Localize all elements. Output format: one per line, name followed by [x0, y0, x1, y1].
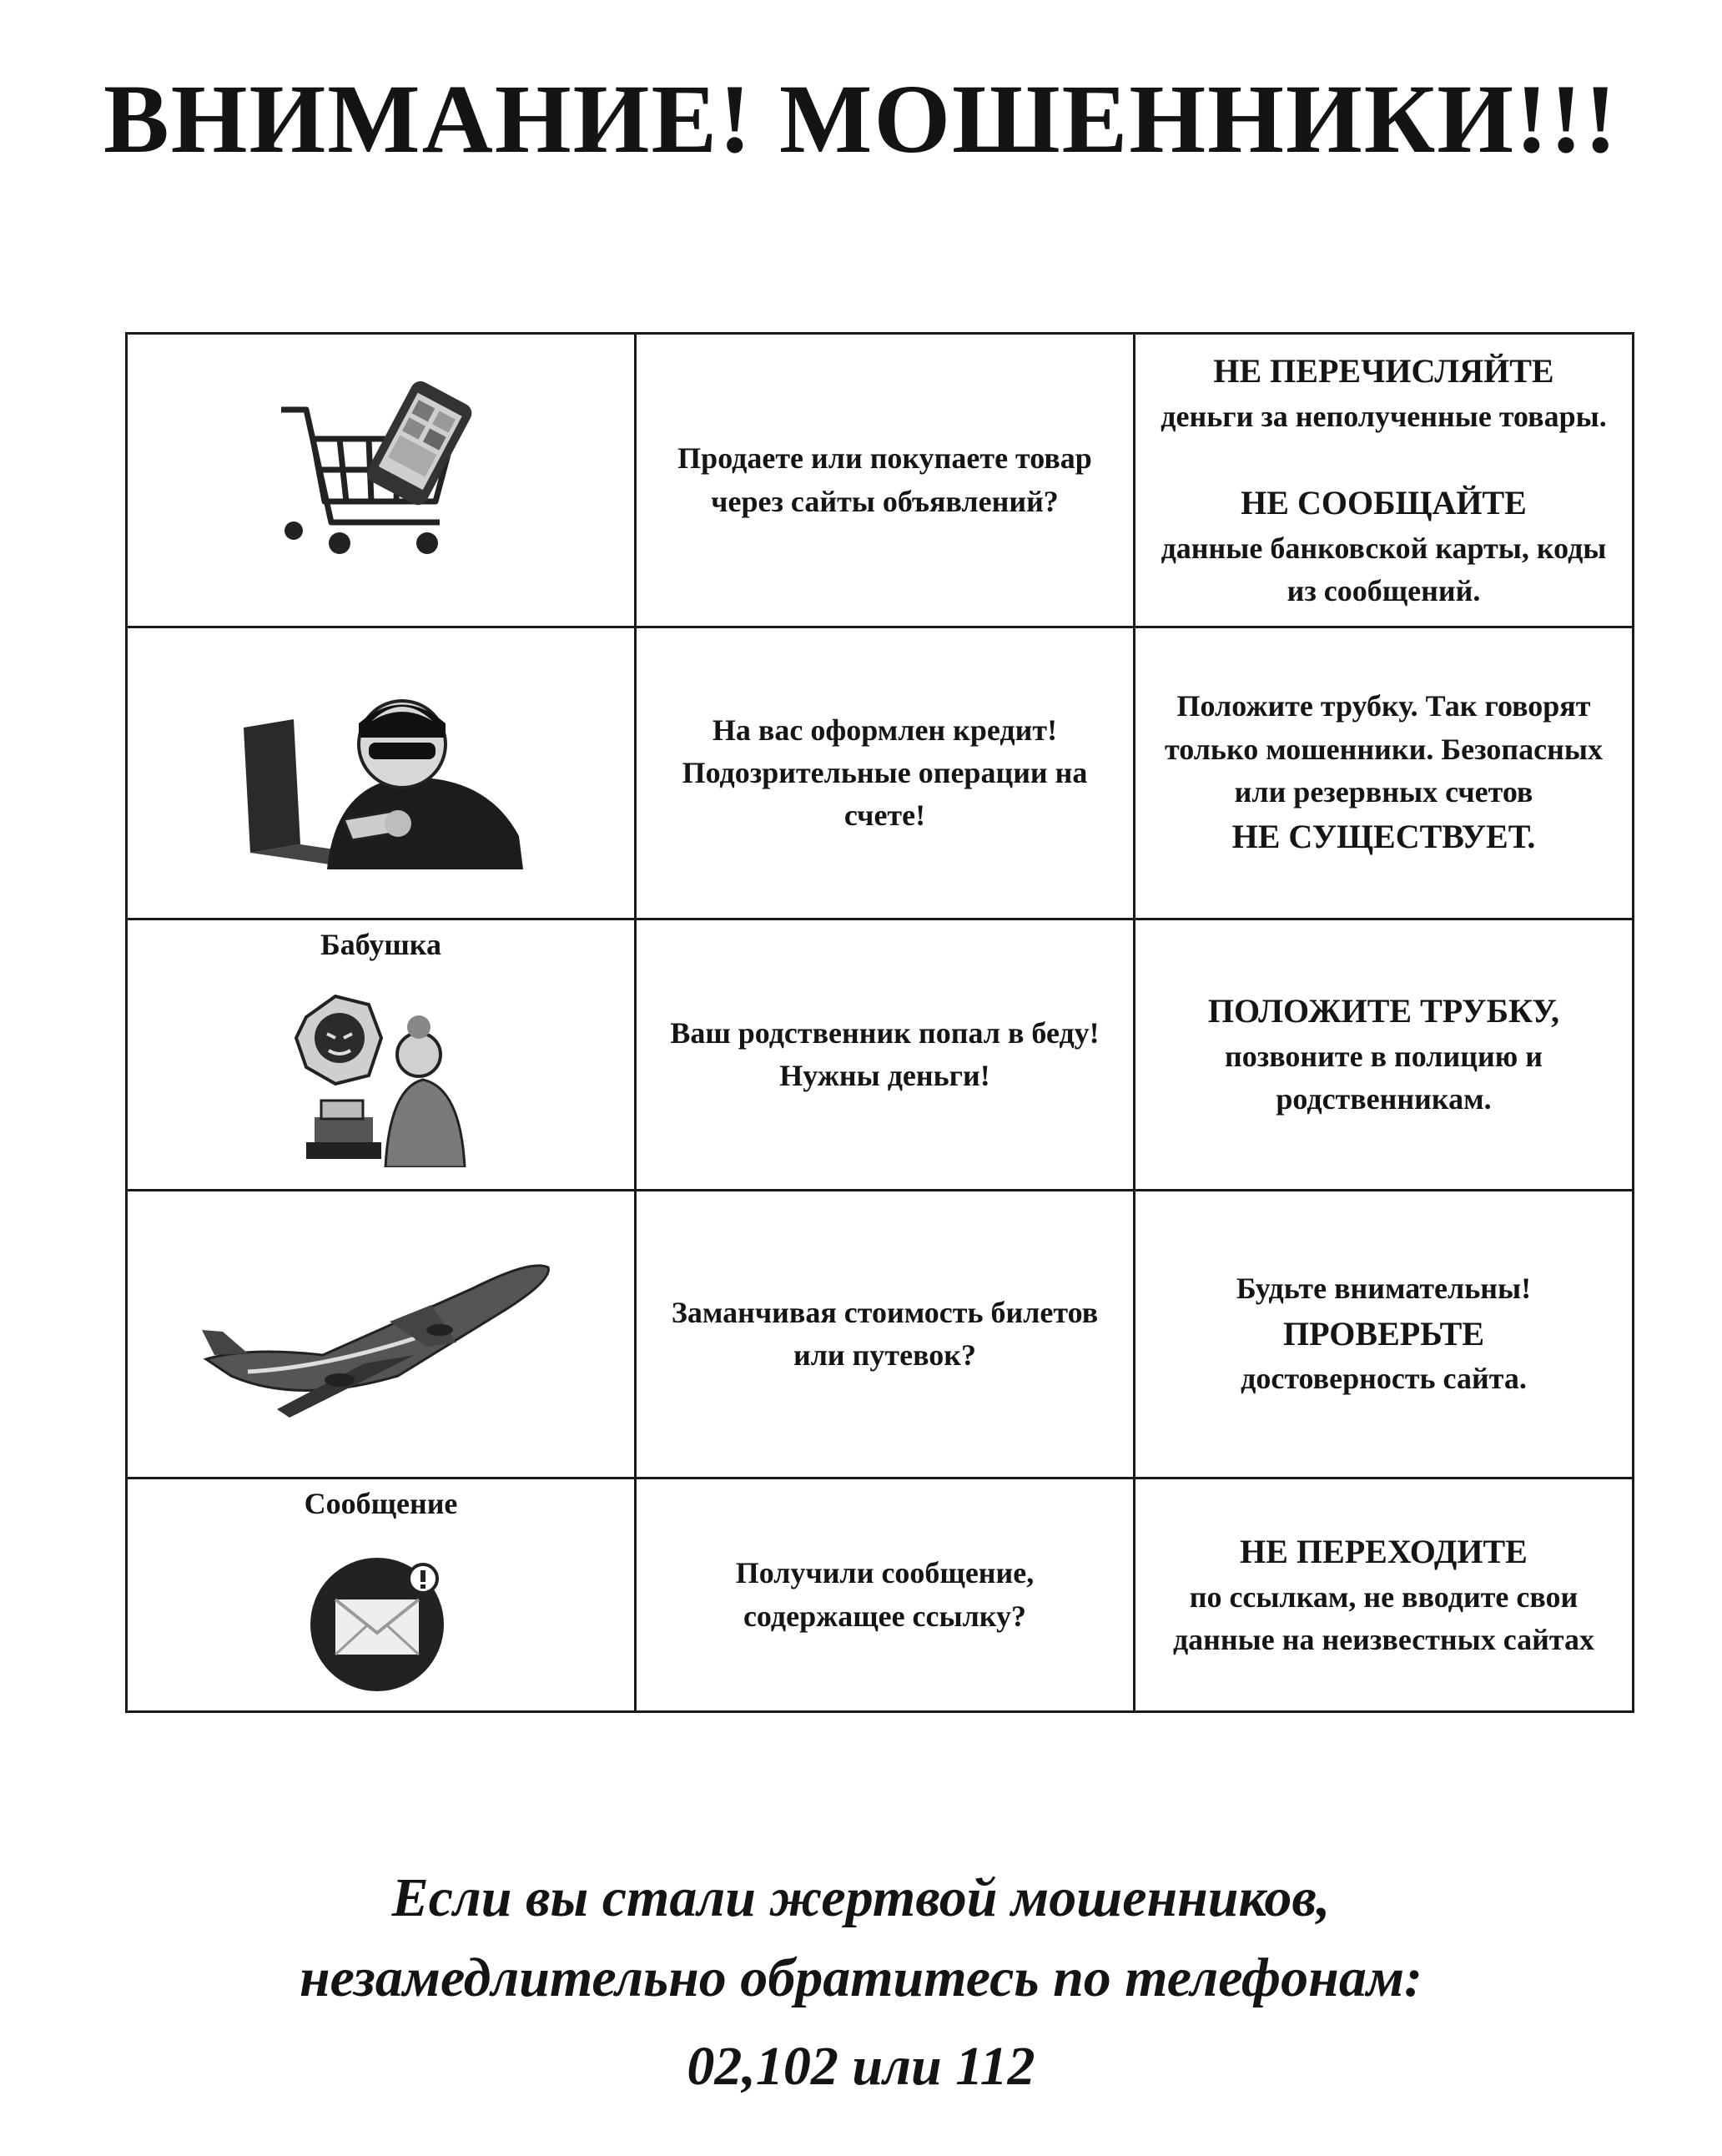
envelope-message-icon: [306, 1545, 456, 1695]
advice-cell: [1135, 1191, 1634, 1478]
table-row: [127, 627, 1634, 919]
airplane-icon: [198, 1238, 565, 1430]
situation-cell: Продаете или покупаете товар через сайты объявлений?: [636, 334, 1135, 627]
image-cell: [127, 627, 636, 919]
situation-cell: На вас оформлен кредит! Подозрительные операции на счете!: [636, 627, 1135, 919]
hacker-laptop-icon: [235, 678, 527, 869]
scam-warning-table: [125, 332, 1634, 1713]
advice-cell: [1135, 334, 1634, 627]
advice-text: Положите трубку. Так говорят только мошенники. Безопасных или резервных счетов: [1165, 689, 1603, 808]
advice-cell: [1135, 919, 1634, 1191]
situation-cell: Заманчивая стоимость билетов или путевок?: [636, 1191, 1135, 1478]
situation-cell: Ваш родственник попал в беду! Нужны деньги!: [636, 919, 1135, 1191]
advice-text: достоверность сайта.: [1241, 1362, 1527, 1396]
footer-phones: 02,102 или 112: [687, 2036, 1035, 2097]
advice-emphasis: ПРОВЕРЬТЕ: [1282, 1314, 1484, 1353]
shopping-cart-phone-icon: [273, 376, 490, 585]
image-cell: [127, 919, 636, 1191]
image-cell: [127, 334, 636, 627]
table-row: [127, 1191, 1634, 1478]
advice-text: позвоните в полицию и родственникам.: [1225, 1040, 1543, 1116]
advice-text: деньги за неполученные товары.: [1161, 399, 1607, 433]
advice-emphasis: НЕ ПЕРЕХОДИТЕ: [1240, 1532, 1528, 1570]
footer-line-1: Если вы стали жертвой мошенников,: [391, 1867, 1331, 1928]
image-cell: [127, 1478, 636, 1712]
advice-emphasis: ПОЛОЖИТЕ ТРУБКУ,: [1207, 992, 1560, 1030]
situation-cell: Получили сообщение, содержащее ссылку?: [636, 1478, 1135, 1712]
table-row: [127, 334, 1634, 627]
advice-emphasis: НЕ СУЩЕСТВУЕТ.: [1231, 817, 1536, 855]
grandmother-scam-call-icon: [290, 992, 473, 1167]
advice-emphasis: НЕ СООБЩАЙТЕ: [1241, 483, 1527, 521]
advice-emphasis: НЕ ПЕРЕЧИСЛЯЙТЕ: [1213, 352, 1554, 390]
advice-cell: [1135, 1478, 1634, 1712]
table-row: [127, 919, 1634, 1191]
advice-cell: [1135, 627, 1634, 919]
image-label: Сообщение: [304, 1487, 458, 1520]
footer-line-2: незамедлительно обратитесь по телефонам:: [299, 1947, 1423, 2008]
image-cell: [127, 1191, 636, 1478]
image-label: Бабушка: [320, 928, 442, 961]
table-row: [127, 1478, 1634, 1712]
advice-text: Будьте внимательны!: [1236, 1272, 1532, 1306]
page-title: ВНИМАНИЕ! МОШЕННИКИ!!!: [103, 64, 1619, 174]
advice-text: данные банковской карты, коды из сообщений.: [1161, 531, 1607, 607]
advice-text: по ссылкам, не вводите свои данные на неизвестных сайтах: [1172, 1579, 1595, 1656]
